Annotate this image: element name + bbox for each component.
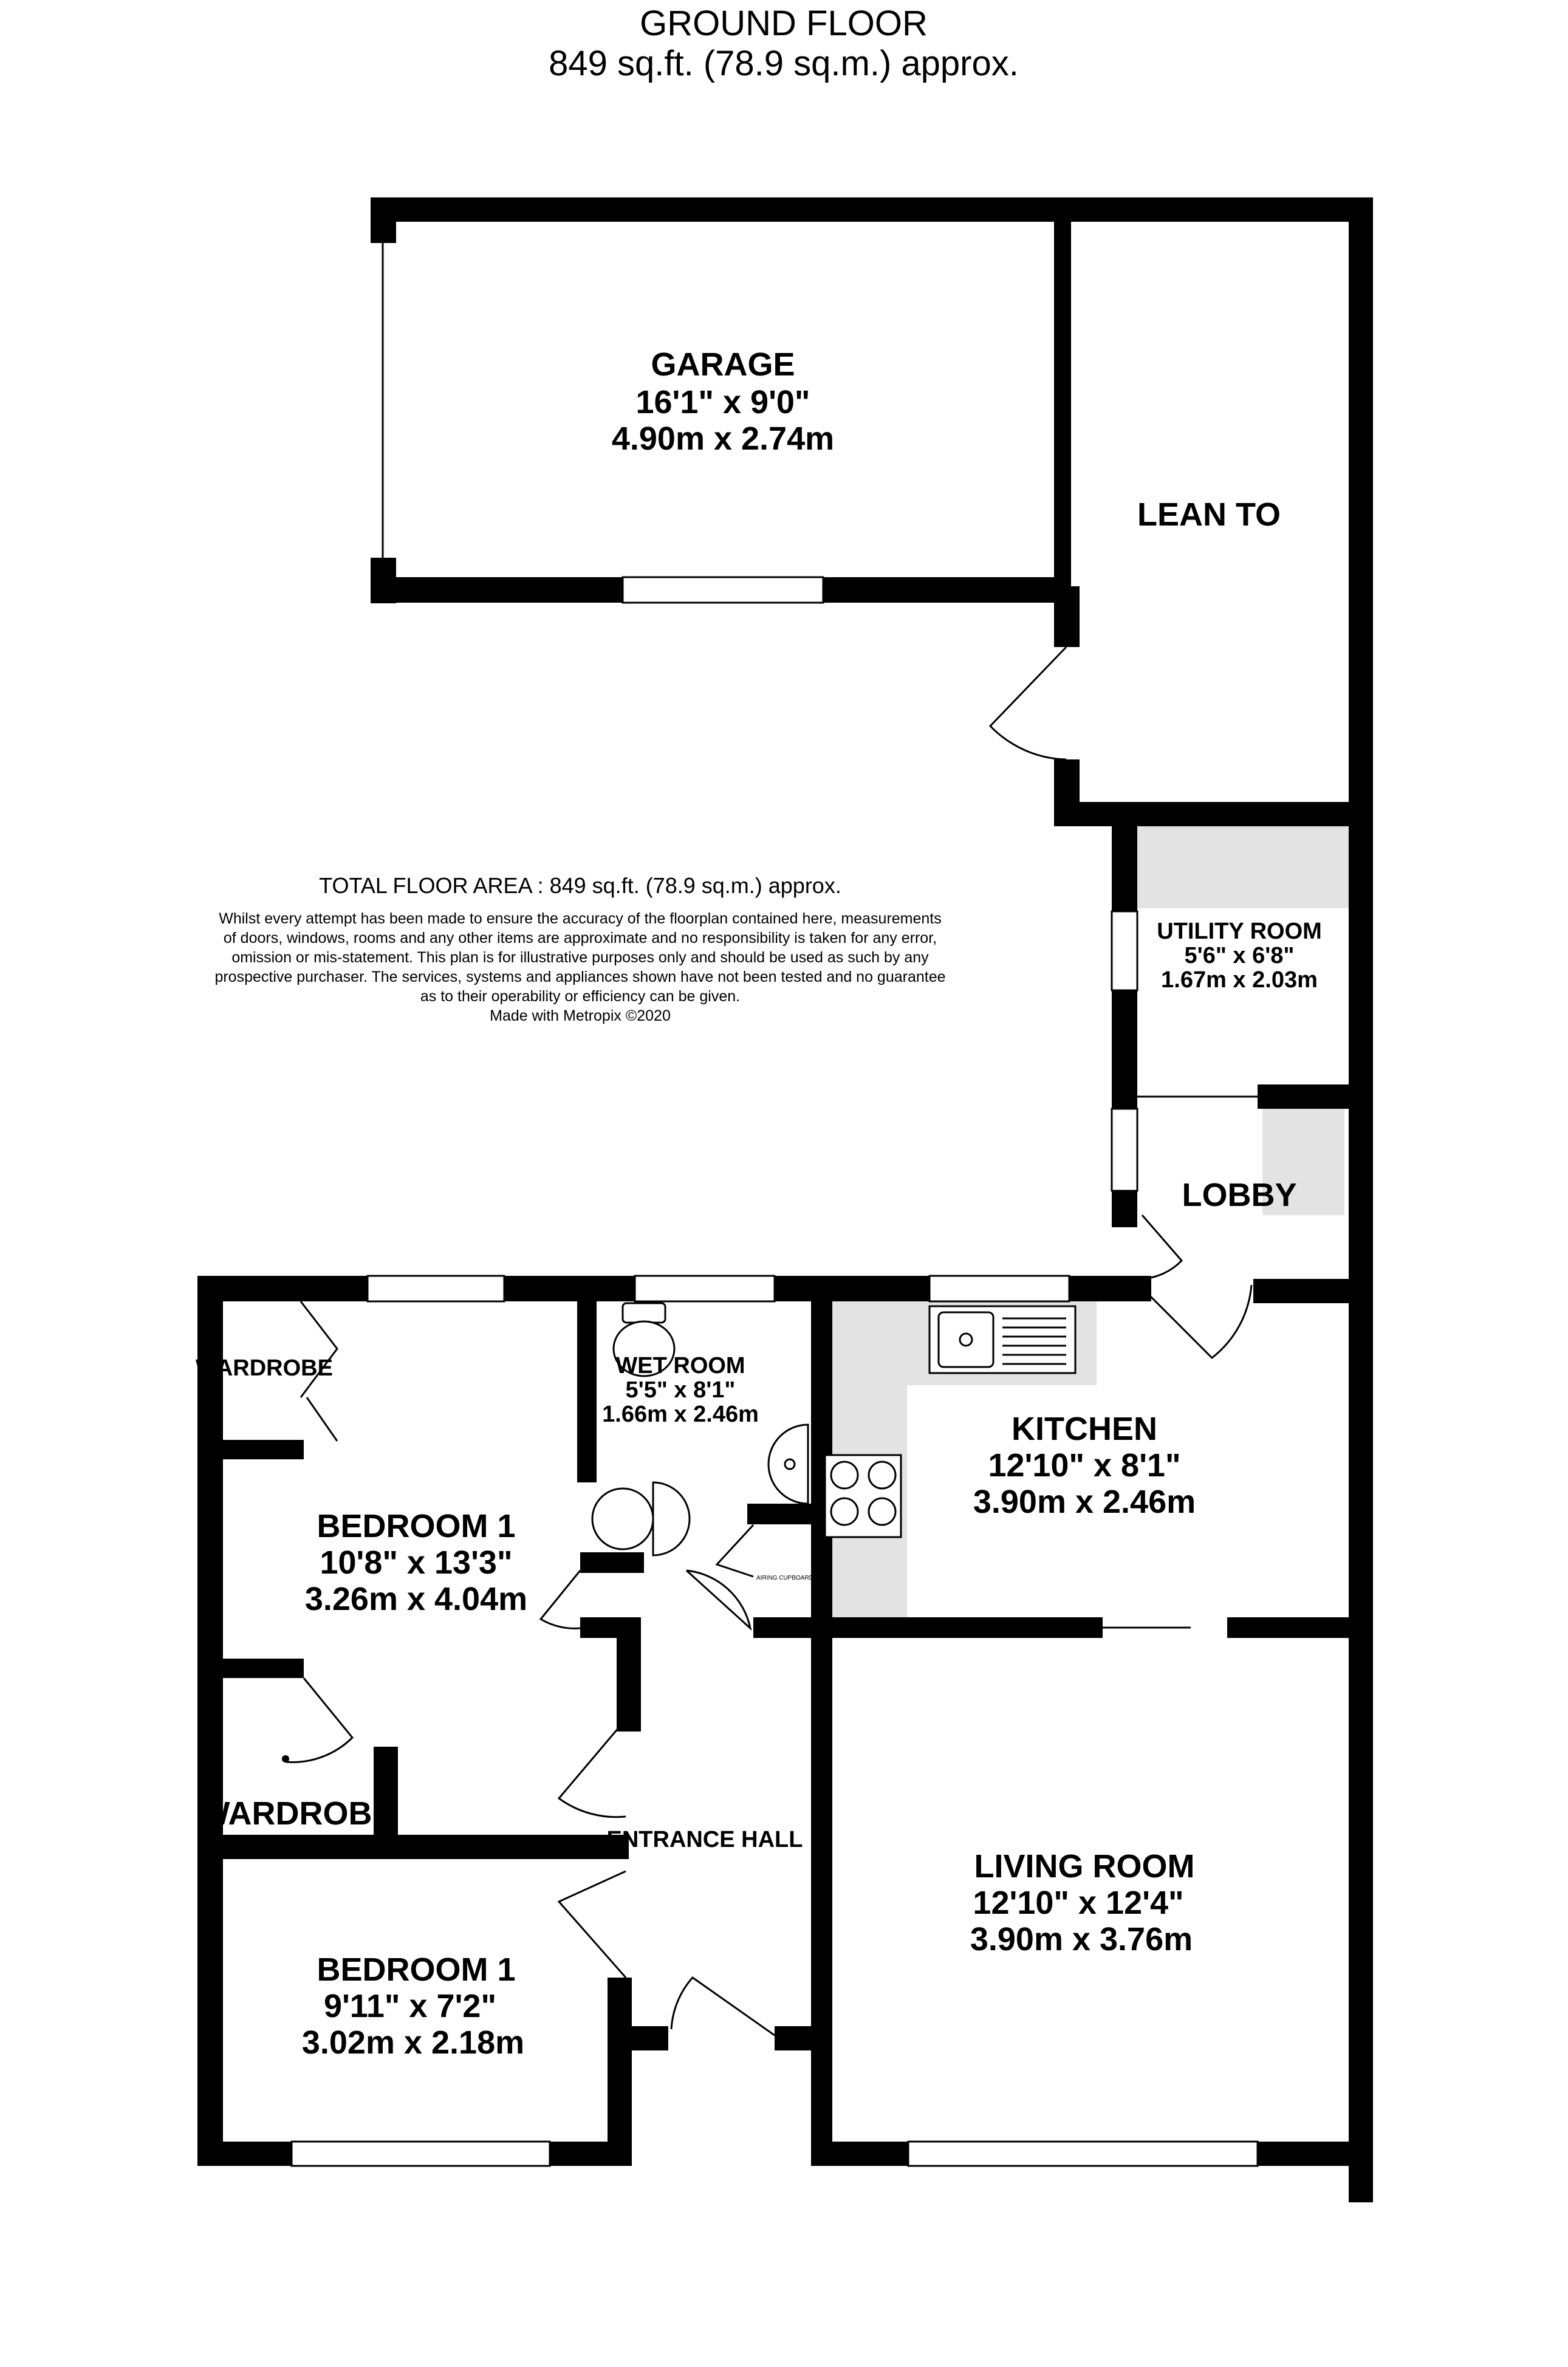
kitchen-imperial: 12'10" x 8'1" bbox=[988, 1447, 1181, 1484]
bedroom-b-window bbox=[292, 2142, 550, 2166]
utility-metric: 1.67m x 2.03m bbox=[1161, 967, 1318, 993]
utility-imperial: 5'6" x 6'8" bbox=[1184, 943, 1295, 968]
lobby-window bbox=[1112, 1109, 1137, 1191]
wet-room-imperial: 5'5" x 8'1" bbox=[625, 1377, 736, 1403]
front-door[interactable] bbox=[671, 1978, 775, 2035]
bedroom-a-window bbox=[368, 1276, 504, 1301]
utility-window bbox=[1112, 911, 1137, 990]
bedroom-a-name: BEDROOM 1 bbox=[317, 1508, 516, 1544]
lean-to-door[interactable] bbox=[990, 647, 1066, 759]
bedroom-b-walls bbox=[197, 1978, 823, 2166]
utility-name: UTILITY ROOM bbox=[1157, 919, 1322, 944]
floor-area: 849 sq.ft. (78.9 sq.m.) approx. bbox=[549, 44, 1019, 83]
garage-metric: 4.90m x 2.74m bbox=[611, 420, 835, 457]
hob-icon bbox=[825, 1455, 901, 1537]
disclaimer-line-3: omission or mis-statement. This plan is for illustrative purposes only and should be used as such by any bbox=[231, 949, 929, 966]
airing-cupboard-door[interactable] bbox=[717, 1525, 753, 1577]
bedroom-b-metric: 3.02m x 2.18m bbox=[301, 2024, 525, 2061]
wardrobe-b-knob bbox=[282, 1755, 289, 1762]
bedroom-b-name: BEDROOM 1 bbox=[317, 1951, 516, 1988]
lobby-name: LOBBY bbox=[1182, 1177, 1297, 1213]
garage-imperial: 16'1" x 9'0" bbox=[635, 384, 810, 420]
lobby-door-kitchen[interactable] bbox=[1142, 1215, 1182, 1279]
wet-room-window bbox=[635, 1276, 775, 1301]
bedroom-a-imperial: 10'8" x 13'3" bbox=[320, 1544, 513, 1581]
bedroom-a-metric: 3.26m x 4.04m bbox=[304, 1581, 528, 1617]
made-with: Made with Metropix ©2020 bbox=[490, 1007, 671, 1024]
living-window bbox=[908, 2142, 1258, 2166]
bedroom-basin-icon bbox=[592, 1482, 690, 1555]
lobby-door-side[interactable] bbox=[1148, 1285, 1251, 1358]
kitchen-metric: 3.90m x 2.46m bbox=[973, 1484, 1196, 1520]
disclaimer-line-1: Whilst every attempt has been made to ensure the accuracy of the floorplan contained here, measurements bbox=[219, 910, 942, 927]
living-imperial: 12'10" x 12'4" bbox=[973, 1885, 1184, 1921]
garage-name: GARAGE bbox=[651, 346, 795, 383]
wet-room-name: WET ROOM bbox=[615, 1353, 745, 1379]
disclaimer-line-5: as to their operability or efficiency can be given. bbox=[420, 988, 741, 1005]
wardrobe-b-door[interactable] bbox=[286, 1678, 352, 1762]
utility-shade bbox=[1136, 820, 1350, 908]
wet-room-door[interactable] bbox=[686, 1571, 750, 1628]
bedroom-a-door[interactable] bbox=[541, 1571, 580, 1628]
disclaimer-line-2: of doors, windows, rooms and any other items are approximate and no responsibility is taken for any error, bbox=[223, 930, 937, 947]
airing-cupboard-label: AIRING CUPBOARD bbox=[756, 1575, 813, 1581]
hall-bedroom-b-door[interactable] bbox=[559, 1871, 626, 1978]
living-metric: 3.90m x 3.76m bbox=[970, 1921, 1193, 1958]
garage-walls bbox=[371, 197, 1373, 647]
bedroom-b-imperial: 9'11" x 7'2" bbox=[323, 1988, 497, 2024]
living-name: LIVING ROOM bbox=[974, 1848, 1195, 1885]
wet-room-metric: 1.66m x 2.46m bbox=[602, 1402, 759, 1427]
kitchen-window bbox=[930, 1276, 1069, 1301]
wardrobe-b-label: WARDROBE bbox=[199, 1795, 394, 1832]
floor-title: GROUND FLOOR bbox=[640, 4, 928, 43]
total-floor-area: TOTAL FLOOR AREA : 849 sq.ft. (78.9 sq.m.) approx. bbox=[319, 873, 841, 898]
hall-name: ENTRANCE HALL bbox=[606, 1827, 803, 1852]
sink-icon bbox=[930, 1306, 1075, 1373]
hall-bedroom-door[interactable] bbox=[559, 1719, 626, 1817]
kitchen-name: KITCHEN bbox=[1012, 1411, 1157, 1447]
lean-to-name: LEAN TO bbox=[1137, 496, 1281, 533]
garage-window bbox=[623, 577, 823, 603]
basin-icon bbox=[769, 1425, 808, 1504]
wardrobe-a-label: WARDROBE bbox=[196, 1355, 333, 1381]
disclaimer-line-4: prospective purchaser. The services, systems and appliances shown have not been tested and no guarantee bbox=[214, 968, 946, 985]
